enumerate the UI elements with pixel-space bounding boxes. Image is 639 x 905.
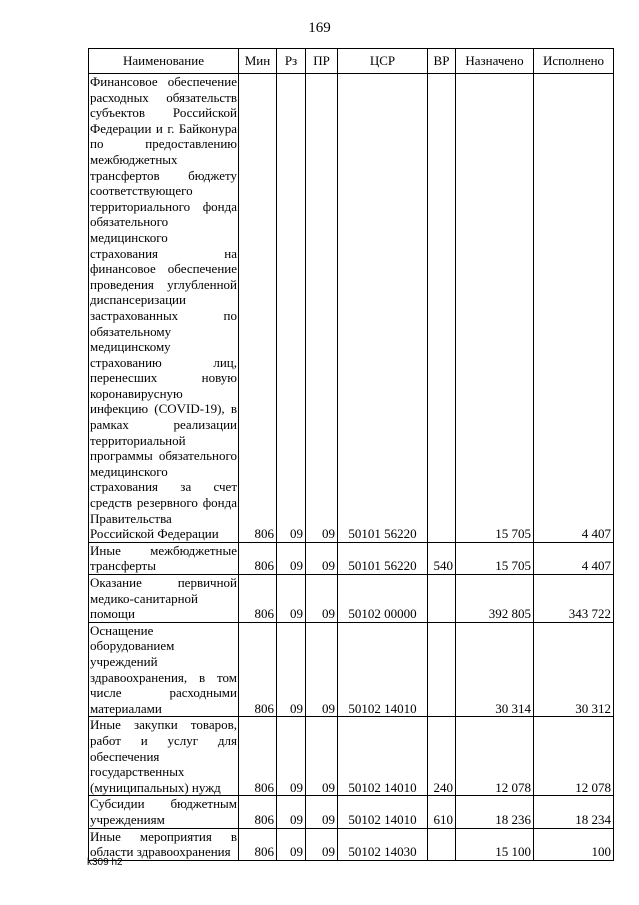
row-assigned: 30 314: [456, 622, 534, 717]
table-row: [89, 796, 614, 828]
row-min: 806: [239, 828, 277, 860]
row-pr: 09: [306, 828, 338, 860]
row-csr: 50101 56220: [338, 542, 428, 574]
row-min: 806: [239, 542, 277, 574]
row-min: 806: [239, 74, 277, 543]
row-vr: 610: [428, 796, 456, 828]
table-row: [89, 542, 614, 574]
row-name: Оснащение оборудованием учреждений здравоохранения, в том числе расходными материалами: [90, 622, 237, 716]
row-min: 806: [239, 796, 277, 828]
table-row: [89, 575, 614, 623]
row-executed: 343 722: [534, 575, 614, 623]
table-row: [89, 74, 614, 543]
footer-code: k309 h2: [87, 857, 123, 868]
row-csr: 50102 00000: [338, 575, 428, 623]
row-vr: [428, 74, 456, 543]
row-rz: 09: [277, 622, 306, 717]
header-name: Наименование: [89, 49, 239, 74]
row-assigned: 12 078: [456, 717, 534, 796]
row-assigned: 392 805: [456, 575, 534, 623]
header-rz: Рз: [277, 49, 306, 74]
table-row: [89, 717, 614, 796]
row-vr: 540: [428, 542, 456, 574]
row-assigned: 15 100: [456, 828, 534, 860]
row-name: Финансовое обеспечение расходных обязательств субъектов Российской Федерации и г. Байконура по предоставлению межбюджетных трансфертов бюджету соответствующего территориального фонда обязательного медицинского страхования на финансовое обеспечение проведения углубленной диспансеризации застрахованных по обязательному медицинскому страхованию лиц, перенесших новую коронавирусную инфекцию (COVID-19), в рамках реализации территориальной программы обязательного медицинского страхования за счет средств резервного фонда Правительства Российской Федерации: [90, 74, 237, 542]
row-rz: 09: [277, 796, 306, 828]
row-csr: 50101 56220: [338, 74, 428, 543]
row-pr: 09: [306, 622, 338, 717]
row-name: Оказание первичной медико-санитарной помощи: [90, 575, 237, 622]
row-executed: 4 407: [534, 542, 614, 574]
row-assigned: 15 705: [456, 542, 534, 574]
row-executed: 100: [534, 828, 614, 860]
row-vr: 240: [428, 717, 456, 796]
row-pr: 09: [306, 74, 338, 543]
table-row: [89, 622, 614, 717]
row-name: Субсидии бюджетным учреждениям: [90, 796, 237, 827]
row-assigned: 18 236: [456, 796, 534, 828]
row-vr: [428, 828, 456, 860]
row-rz: 09: [277, 717, 306, 796]
page-number: 169: [308, 20, 331, 36]
row-name: Иные межбюджетные трансферты: [90, 542, 237, 574]
table-header-row: [89, 49, 614, 74]
row-min: 806: [239, 622, 277, 717]
row-assigned: 15 705: [456, 74, 534, 543]
table-row: [89, 828, 614, 860]
row-min: 806: [239, 717, 277, 796]
header-csr: ЦСР: [338, 49, 428, 74]
row-name: Иные закупки товаров, работ и услуг для обеспечения государственных (муниципальных) нужд: [90, 717, 237, 795]
row-pr: 09: [306, 542, 338, 574]
row-pr: 09: [306, 796, 338, 828]
row-csr: 50102 14010: [338, 622, 428, 717]
row-vr: [428, 575, 456, 623]
row-vr: [428, 622, 456, 717]
row-executed: 4 407: [534, 74, 614, 543]
row-name: Иные мероприятия в области здравоохранения: [90, 828, 237, 860]
budget-table: [88, 48, 614, 861]
row-csr: 50102 14010: [338, 717, 428, 796]
header-assigned: Назначено: [456, 49, 534, 74]
row-rz: 09: [277, 575, 306, 623]
row-csr: 50102 14010: [338, 796, 428, 828]
header-vr: ВР: [428, 49, 456, 74]
header-pr: ПР: [306, 49, 338, 74]
row-rz: 09: [277, 74, 306, 543]
row-csr: 50102 14030: [338, 828, 428, 860]
row-executed: 12 078: [534, 717, 614, 796]
row-min: 806: [239, 575, 277, 623]
row-rz: 09: [277, 828, 306, 860]
row-pr: 09: [306, 717, 338, 796]
row-pr: 09: [306, 575, 338, 623]
row-executed: 30 312: [534, 622, 614, 717]
header-executed: Исполнено: [534, 49, 614, 74]
row-executed: 18 234: [534, 796, 614, 828]
row-rz: 09: [277, 542, 306, 574]
header-min: Мин: [239, 49, 277, 74]
